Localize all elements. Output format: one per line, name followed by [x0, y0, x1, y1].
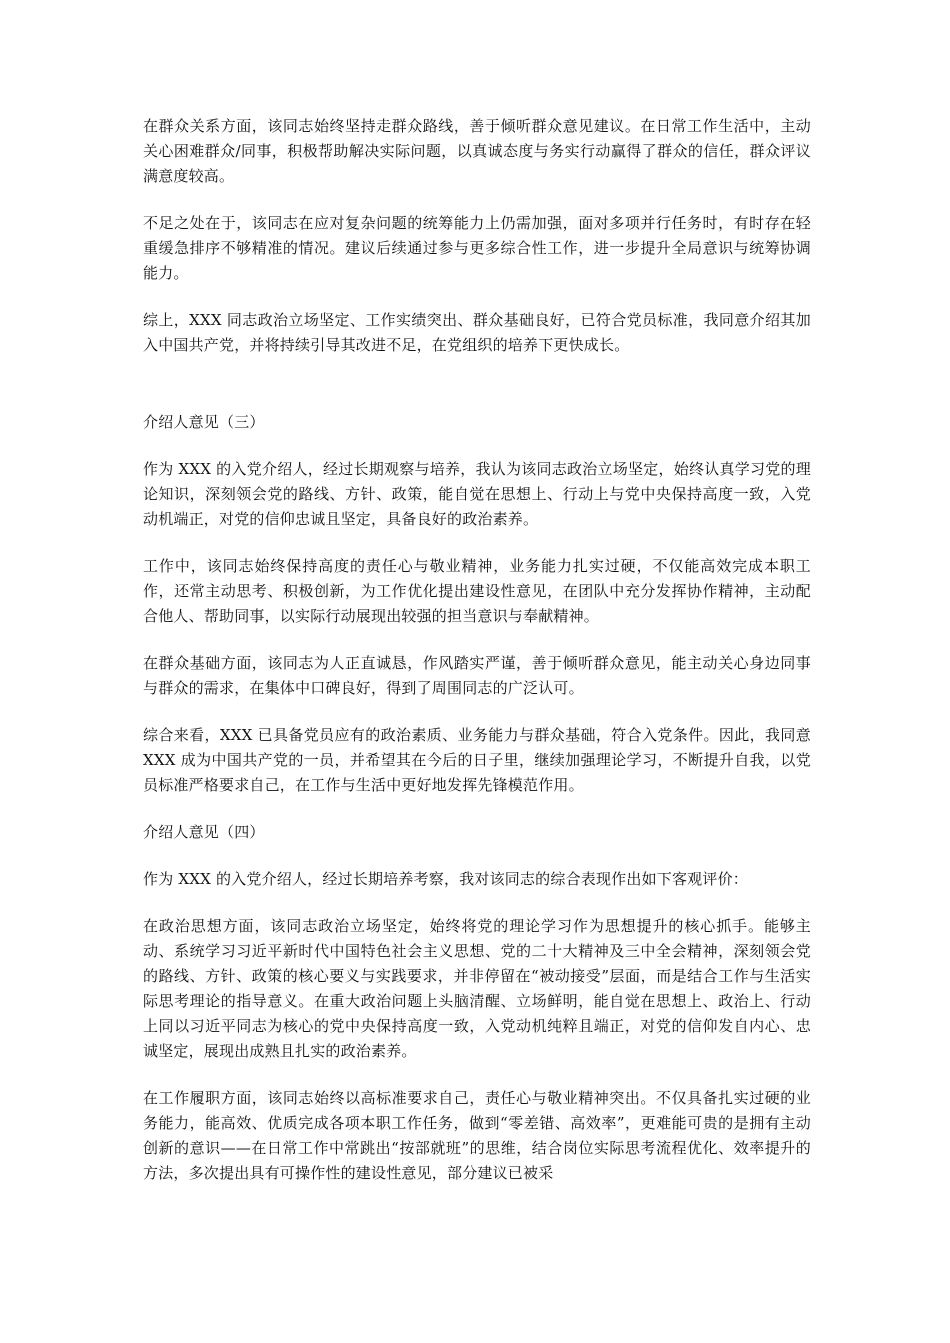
paragraph-3-conclusion: 综合来看，XXX 已具备党员应有的政治素质、业务能力与群众基础，符合入党条件。因此，我同意 XXX 成为中国共产党的一员，并希望其在今后的日子里，继续加强理论学习，不断提升自我，以党员标准严格要求自己，在工作与生活中更好地发挥先锋模范作用。 — [143, 726, 811, 794]
paragraph-3-intro: 作为 XXX 的入党介绍人，经过长期观察与培养，我认为该同志政治立场坚定，始终认真学习党的理论知识，深刻领会党的路线、方针、政策，能自觉在思想上、行动上与党中央保持高度一致，入党动机端正，对党的信仰忠诚且坚定，具备良好的政治素养。 — [143, 460, 811, 528]
section-heading-3: 介绍人意见（三） — [143, 413, 265, 431]
paragraph-4-work: 在工作履职方面，该同志始终以高标准要求自己，责任心与敬业精神突出。不仅具备扎实过硬的业务能力，能高效、优质完成各项本职工作任务，做到“零差错、高效率”，更难能可贵的是拥有主动创新的意识——在日常工作中常跳出“按部就班”的思维，结合岗位实际思考流程优化、效率提升的方法，多次提出具有可操作性的建设性意见，部分建议已被采 — [143, 1089, 811, 1182]
paragraph-3-work: 工作中，该同志始终保持高度的责任心与敬业精神，业务能力扎实过硬，不仅能高效完成本职工作，还常主动思考、积极创新，为工作优化提出建设性意见，在团队中充分发挥协作精神，主动配合他人、帮助同事，以实际行动展现出较强的担当意识与奉献精神。 — [143, 557, 811, 625]
paragraph-mass-relations: 在群众关系方面，该同志始终坚持走群众路线，善于倾听群众意见建议。在日常工作生活中，主动关心困难群众/同事，积极帮助解决实际问题，以真诚态度与务实行动赢得了群众的信任，群众评议满意度较高。 — [143, 117, 811, 185]
section-spacer — [143, 380, 811, 410]
paragraph-3-mass: 在群众基础方面，该同志为人正直诚恳，作风踏实严谨，善于倾听群众意见，能主动关心身边同事与群众的需求，在集体中口碑良好，得到了周围同志的广泛认可。 — [143, 654, 811, 697]
paragraph-summary: 综上，XXX 同志政治立场坚定、工作实绩突出、群众基础良好，已符合党员标准，我同意介绍其加入中国共产党，并将持续引导其改进不足，在党组织的培养下更快成长。 — [143, 311, 811, 354]
section-heading-4: 介绍人意见（四） — [143, 823, 265, 841]
paragraph-4-political: 在政治思想方面，该同志政治立场坚定，始终将党的理论学习作为思想提升的核心抓手。能够主动、系统学习习近平新时代中国特色社会主义思想、党的二十大精神及三中全会精神，深刻领会党的路线、方针、政策的核心要义与实践要求，并非停留在“被动接受”层面，而是结合工作与生活实际思考理论的指导意义。在重大政治问题上头脑清醒、立场鲜明，能自觉在思想上、政治上、行动上同以习近平同志为核心的党中央保持高度一致，入党动机纯粹且端正，对党的信仰发自内心、忠诚坚定，展现出成熟且扎实的政治素养。 — [143, 917, 811, 1060]
paragraph-4-intro: 作为 XXX 的入党介绍人，经过长期培养考察，我对该同志的综合表现作出如下客观评价： — [143, 870, 748, 888]
document-body — [143, 114, 811, 1208]
paragraph-shortcomings: 不足之处在于，该同志在应对复杂问题的统筹能力上仍需加强，面对多项并行任务时，有时存在轻重缓急排序不够精准的情况。建议后续通过参与更多综合性工作，进一步提升全局意识与统筹协调能力。 — [143, 214, 811, 282]
